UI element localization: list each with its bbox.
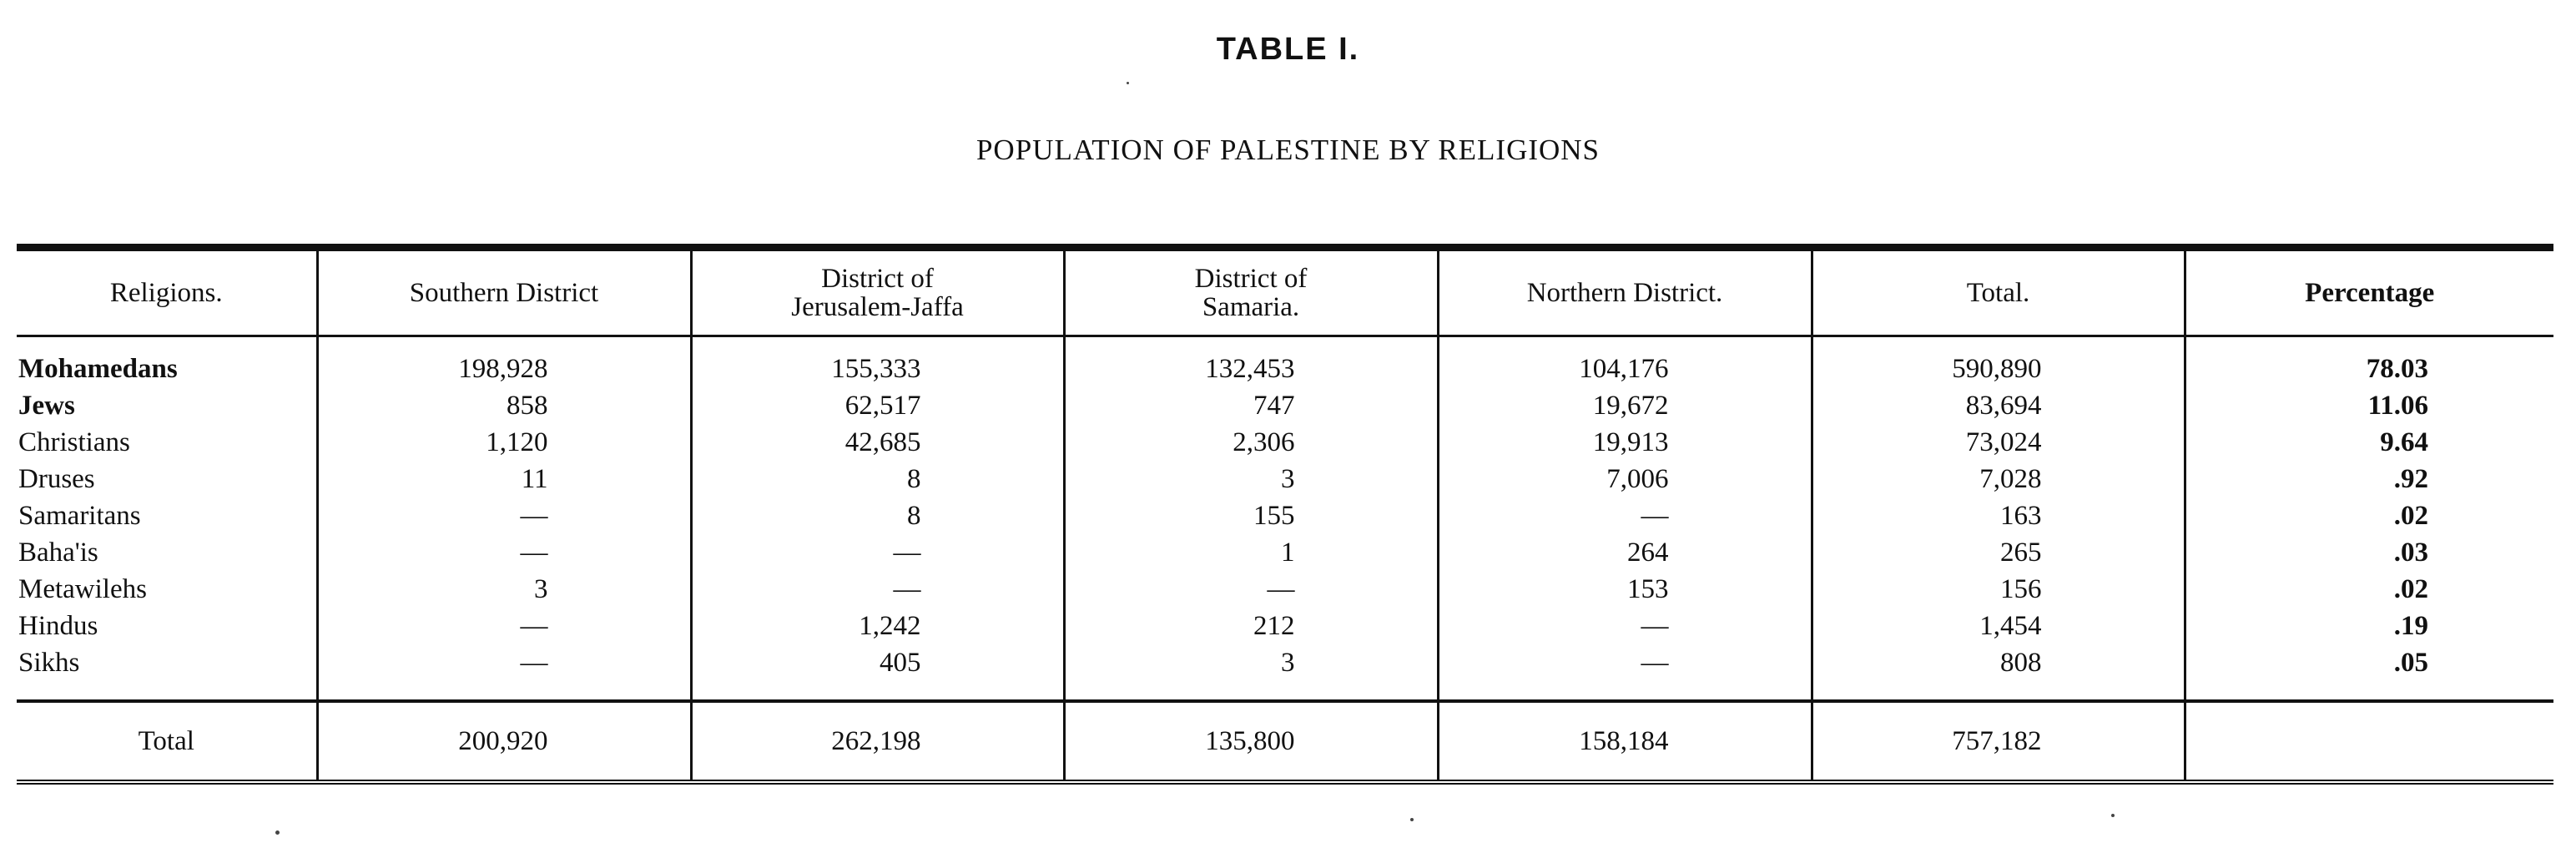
header-southern-district: Southern District (317, 248, 691, 336)
cell-total: 590,890 (1812, 336, 2185, 388)
cell-total: 808 (1812, 644, 2185, 701)
cell-percentage: .02 (2185, 571, 2553, 608)
cell-samaria: 155 (1064, 497, 1438, 534)
table-header (17, 248, 2553, 336)
cell-southern: — (317, 644, 691, 701)
cell-jerusalem-jaffa: 155,333 (691, 336, 1064, 388)
cell-percentage: 78.03 (2185, 336, 2553, 388)
cell-percentage: 9.64 (2185, 424, 2553, 461)
cell-total: 156 (1812, 571, 2185, 608)
cell-religion: Jews (18, 390, 75, 421)
table-heading: TABLE I. (1216, 32, 1360, 67)
totals-total: 757,182 (1812, 701, 2185, 782)
cell-total: 163 (1812, 497, 2185, 534)
table-row (17, 387, 2553, 424)
cell-northern: 7,006 (1438, 461, 1812, 497)
header-percentage: Percentage (2185, 248, 2553, 336)
totals-jerusalem-jaffa: 262,198 (691, 701, 1064, 782)
totals-southern: 200,920 (317, 701, 691, 782)
cell-total: 83,694 (1812, 387, 2185, 424)
totals-northern: 158,184 (1438, 701, 1812, 782)
cell-percentage: 11.06 (2185, 387, 2553, 424)
cell-southern: 11 (317, 461, 691, 497)
cell-northern: 19,672 (1438, 387, 1812, 424)
cell-northern: — (1438, 644, 1812, 701)
scan-speck (1410, 818, 1414, 821)
header-row (17, 248, 2553, 336)
cell-northern: 153 (1438, 571, 1812, 608)
cell-samaria: 3 (1064, 644, 1438, 701)
scan-speck (275, 830, 280, 835)
cell-total: 7,028 (1812, 461, 2185, 497)
cell-jerusalem-jaffa: 1,242 (691, 608, 1064, 644)
table-subtitle: POPULATION OF PALESTINE BY RELIGIONS (975, 134, 1601, 166)
cell-samaria: 747 (1064, 387, 1438, 424)
population-table (17, 244, 2553, 785)
cell-samaria: 2,306 (1064, 424, 1438, 461)
cell-samaria: — (1064, 571, 1438, 608)
cell-samaria: 1 (1064, 534, 1438, 571)
scan-speck (1127, 82, 1129, 84)
header-northern-district: Northern District. (1438, 248, 1812, 336)
cell-religion: Druses (18, 463, 95, 494)
population-table-container (17, 244, 2553, 785)
cell-southern: 3 (317, 571, 691, 608)
cell-jerusalem-jaffa: — (691, 571, 1064, 608)
cell-northern: 104,176 (1438, 336, 1812, 388)
cell-samaria: 3 (1064, 461, 1438, 497)
header-jerusalem-jaffa: District of Jerusalem-Jaffa (691, 248, 1064, 336)
header-samaria: District of Samaria. (1064, 248, 1438, 336)
table-row (17, 497, 2553, 534)
cell-southern: — (317, 608, 691, 644)
header-total: Total. (1812, 248, 2185, 336)
cell-southern: 198,928 (317, 336, 691, 388)
cell-religion: Samaritans (18, 500, 141, 531)
totals-samaria: 135,800 (1064, 701, 1438, 782)
cell-northern: — (1438, 497, 1812, 534)
totals-row (17, 701, 2553, 782)
cell-religion: Baha'is (18, 537, 98, 568)
cell-jerusalem-jaffa: 42,685 (691, 424, 1064, 461)
cell-jerusalem-jaffa: 62,517 (691, 387, 1064, 424)
scan-speck (2111, 814, 2115, 817)
cell-percentage: .92 (2185, 461, 2553, 497)
cell-jerusalem-jaffa: — (691, 534, 1064, 571)
cell-southern: 858 (317, 387, 691, 424)
totals-label: Total (17, 701, 317, 782)
cell-percentage: .03 (2185, 534, 2553, 571)
cell-percentage: .02 (2185, 497, 2553, 534)
table-footer (17, 701, 2553, 782)
cell-northern: — (1438, 608, 1812, 644)
table-body (17, 336, 2553, 702)
table-row (17, 336, 2553, 388)
cell-jerusalem-jaffa: 8 (691, 497, 1064, 534)
cell-samaria: 212 (1064, 608, 1438, 644)
cell-total: 1,454 (1812, 608, 2185, 644)
cell-northern: 264 (1438, 534, 1812, 571)
cell-percentage: .05 (2185, 644, 2553, 701)
cell-percentage: .19 (2185, 608, 2553, 644)
cell-religion: Sikhs (18, 647, 80, 678)
cell-religion: Christians (18, 427, 130, 457)
cell-total: 265 (1812, 534, 2185, 571)
cell-southern: — (317, 497, 691, 534)
table-row (17, 534, 2553, 571)
cell-southern: 1,120 (317, 424, 691, 461)
cell-northern: 19,913 (1438, 424, 1812, 461)
table-row (17, 571, 2553, 608)
cell-southern: — (317, 534, 691, 571)
cell-total: 73,024 (1812, 424, 2185, 461)
table-row (17, 424, 2553, 461)
cell-samaria: 132,453 (1064, 336, 1438, 388)
totals-percentage (2185, 701, 2553, 782)
cell-religion: Metawilehs (18, 573, 147, 604)
cell-religion: Hindus (18, 610, 98, 641)
cell-jerusalem-jaffa: 405 (691, 644, 1064, 701)
table-row (17, 461, 2553, 497)
table-row (17, 644, 2553, 701)
table-row (17, 608, 2553, 644)
header-religions: Religions. (17, 248, 317, 336)
cell-jerusalem-jaffa: 8 (691, 461, 1064, 497)
cell-religion: Mohamedans (18, 353, 178, 384)
